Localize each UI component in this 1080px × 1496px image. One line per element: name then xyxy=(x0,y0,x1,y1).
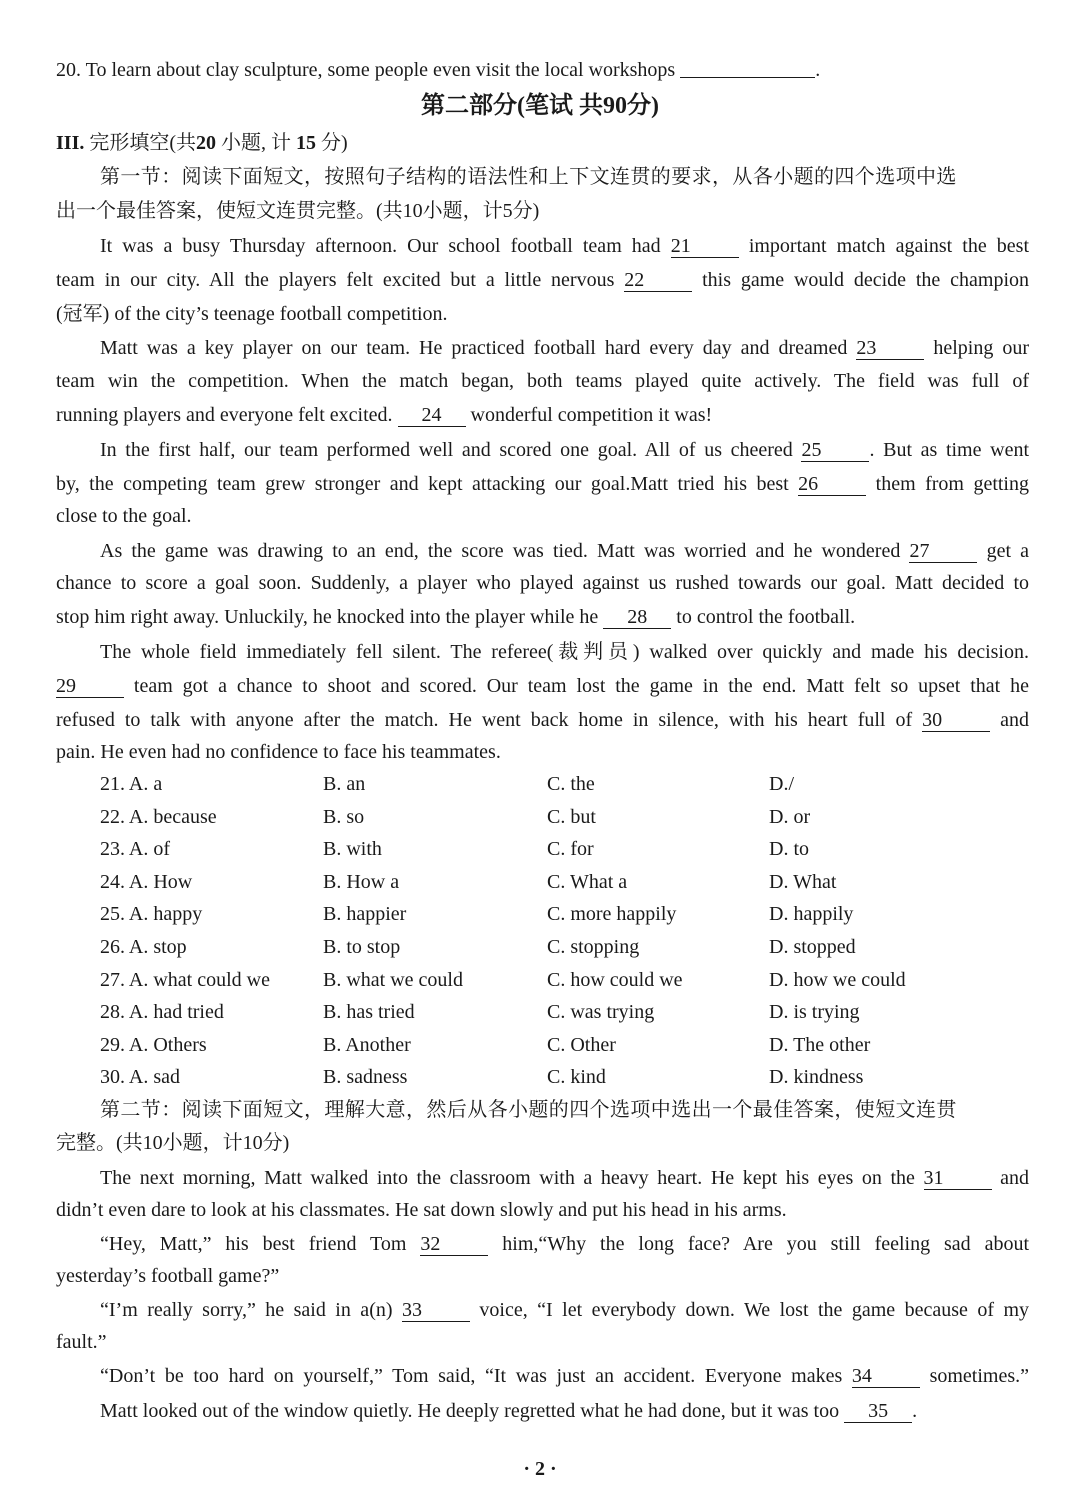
option-26-A: 26. A. stop xyxy=(100,936,187,958)
blank-30: 30 xyxy=(922,709,990,732)
option-28-B: B. has tried xyxy=(323,1001,415,1024)
option-26-D: D. stopped xyxy=(769,936,856,958)
passage-line: stop him right away. Unluckily, he knocked into the player while he 28 to control the football. xyxy=(56,606,856,628)
option-25-D: D. happily xyxy=(769,903,854,926)
option-30-B: B. sadness xyxy=(323,1066,408,1089)
passage-line: In the first half, our team performed well and scored one goal. All of us cheered 25 . But as time went xyxy=(100,439,1030,461)
passage-line: running players and everyone felt excited. 24 wonderful competition it was! xyxy=(56,404,713,426)
option-23-D: D. to xyxy=(769,838,809,861)
blank-33: 33 xyxy=(402,1299,470,1322)
blank-35: 35 xyxy=(844,1400,912,1423)
passage-line: (冠军) of the city’s teenage football competition. xyxy=(56,303,448,325)
option-26-C: C. stopping xyxy=(547,936,640,958)
passage-line: “Hey, Matt,” his best friend Tom 32 him,“Why the long face? Are you still feeling sad about xyxy=(100,1233,1030,1255)
option-29-B: B. Another xyxy=(323,1033,411,1056)
option-23-A: 23. A. of xyxy=(100,838,170,861)
option-27-B: B. what we could xyxy=(323,968,463,991)
option-29-A: 29. A. Others xyxy=(100,1033,207,1056)
passage-line: Matt was a key player on our team. He practiced football hard every day and dreamed 23 helping our xyxy=(100,337,1030,359)
section2-instruction-2: 完整。(共10小题，计10分) xyxy=(56,1132,290,1154)
option-22-D: D. or xyxy=(769,805,811,828)
option-23-C: C. for xyxy=(547,838,594,861)
passage-line: fault.” xyxy=(56,1331,107,1353)
option-28-C: C. was trying xyxy=(547,1001,655,1024)
option-24-C: C. What a xyxy=(547,870,628,893)
option-27-C: C. how could we xyxy=(547,968,683,991)
option-21-B: B. an xyxy=(323,773,366,795)
passage-line: “Don’t be too hard on yourself,” Tom said, “It was just an accident. Everyone makes 34 sometimes.” xyxy=(100,1365,1030,1387)
passage-line: pain. He even had no confidence to face his teammates. xyxy=(56,741,501,763)
blank-34: 34 xyxy=(852,1365,920,1388)
option-21-D: D./ xyxy=(769,773,794,795)
answer-blank xyxy=(680,57,815,78)
passage-line: It was a busy Thursday afternoon. Our school football team had 21 important match against the best xyxy=(100,235,1029,257)
option-21-C: C. the xyxy=(547,773,595,795)
passage-line: didn’t even dare to look at his classmates. He sat down slowly and put his head in his arms. xyxy=(56,1199,787,1221)
option-30-C: C. kind xyxy=(547,1066,606,1089)
passage-line: yesterday’s football game?” xyxy=(56,1265,280,1287)
question-20: 20. To learn about clay sculpture, some people even visit the local workshops . xyxy=(56,59,821,81)
option-28-A: 28. A. had tried xyxy=(100,1001,224,1024)
passage-line: 29 team got a chance to shoot and scored. Our team lost the game in the end. Matt felt so upset that he xyxy=(56,675,1029,697)
blank-25: 25 xyxy=(801,439,869,462)
option-27-D: D. how we could xyxy=(769,968,906,991)
option-23-B: B. with xyxy=(323,838,382,861)
blank-23: 23 xyxy=(856,337,924,360)
blank-21: 21 xyxy=(671,235,739,258)
part-two-title: 第二部分(笔试 共90分) xyxy=(421,93,659,119)
passage-line: As the game was drawing to an end, the score was tied. Matt was worried and he wondered 27 get a xyxy=(100,540,1030,562)
blank-24: 24 xyxy=(398,404,466,427)
section-heading: III. 完形填空(共20 小题, 计 15 分) xyxy=(56,132,348,154)
option-22-A: 22. A. because xyxy=(100,805,217,828)
passage-line: “I’m really sorry,” he said in a(n) 33 voice, “I let everybody down. We lost the game because of my xyxy=(100,1299,1030,1321)
blank-27: 27 xyxy=(909,540,977,563)
option-30-D: D. kindness xyxy=(769,1066,864,1089)
option-25-C: C. more happily xyxy=(547,903,677,926)
passage-line: by, the competing team grew stronger and kept attacking our goal.Matt tried his best 26 them from getting xyxy=(56,473,1029,495)
section1-instruction-1: 第一节：阅读下面短文，按照句子结构的语法性和上下文连贯的要求，从各小题的四个选项中选 xyxy=(100,166,957,188)
blank-28: 28 xyxy=(603,606,671,629)
passage-line: The whole field immediately fell silent. The referee(裁判员) walked over quickly and made his decision. xyxy=(100,641,1029,663)
option-24-D: D. What xyxy=(769,870,837,893)
option-22-C: C. but xyxy=(547,805,596,828)
option-28-D: D. is trying xyxy=(769,1001,860,1024)
section2-instruction-1: 第二节：阅读下面短文，理解大意，然后从各小题的四个选项中选出一个最佳答案，使短文连贯 xyxy=(100,1099,957,1121)
option-24-A: 24. A. How xyxy=(100,870,193,893)
page-number: · 2 · xyxy=(523,1458,557,1480)
option-29-C: C. Other xyxy=(547,1033,616,1056)
option-25-A: 25. A. happy xyxy=(100,903,203,926)
passage-line: chance to score a goal soon. Suddenly, a player who played against us rushed towards our goal. Matt decided to xyxy=(56,572,1029,594)
option-24-B: B. How a xyxy=(323,870,400,893)
passage-line: close to the goal. xyxy=(56,505,192,527)
option-25-B: B. happier xyxy=(323,903,407,926)
option-26-B: B. to stop xyxy=(323,936,401,958)
passage-line: team in our city. All the players felt excited but a little nervous 22 this game would decide the champion xyxy=(56,269,1030,291)
blank-22: 22 xyxy=(624,269,692,292)
blank-31: 31 xyxy=(924,1167,992,1190)
blank-29: 29 xyxy=(56,675,124,698)
passage-line: Matt looked out of the window quietly. He deeply regretted what he had done, but it was too 35 . xyxy=(100,1400,918,1422)
option-27-A: 27. A. what could we xyxy=(100,968,270,991)
option-21-A: 21. A. a xyxy=(100,773,163,795)
option-30-A: 30. A. sad xyxy=(100,1066,180,1089)
section1-instruction-2: 出一个最佳答案，使短文连贯完整。(共10小题，计5分) xyxy=(56,200,540,222)
passage-line: The next morning, Matt walked into the classroom with a heavy heart. He kept his eyes on the 31 and xyxy=(100,1167,1030,1189)
passage-line: refused to talk with anyone after the match. He went back home in silence, with his heart full of 30 and xyxy=(56,709,1029,731)
option-22-B: B. so xyxy=(323,805,365,828)
passage-line: team win the competition. When the match began, both teams played quite actively. The field was full of xyxy=(56,370,1029,392)
option-29-D: D. The other xyxy=(769,1033,871,1056)
blank-26: 26 xyxy=(798,473,866,496)
blank-32: 32 xyxy=(420,1233,488,1256)
